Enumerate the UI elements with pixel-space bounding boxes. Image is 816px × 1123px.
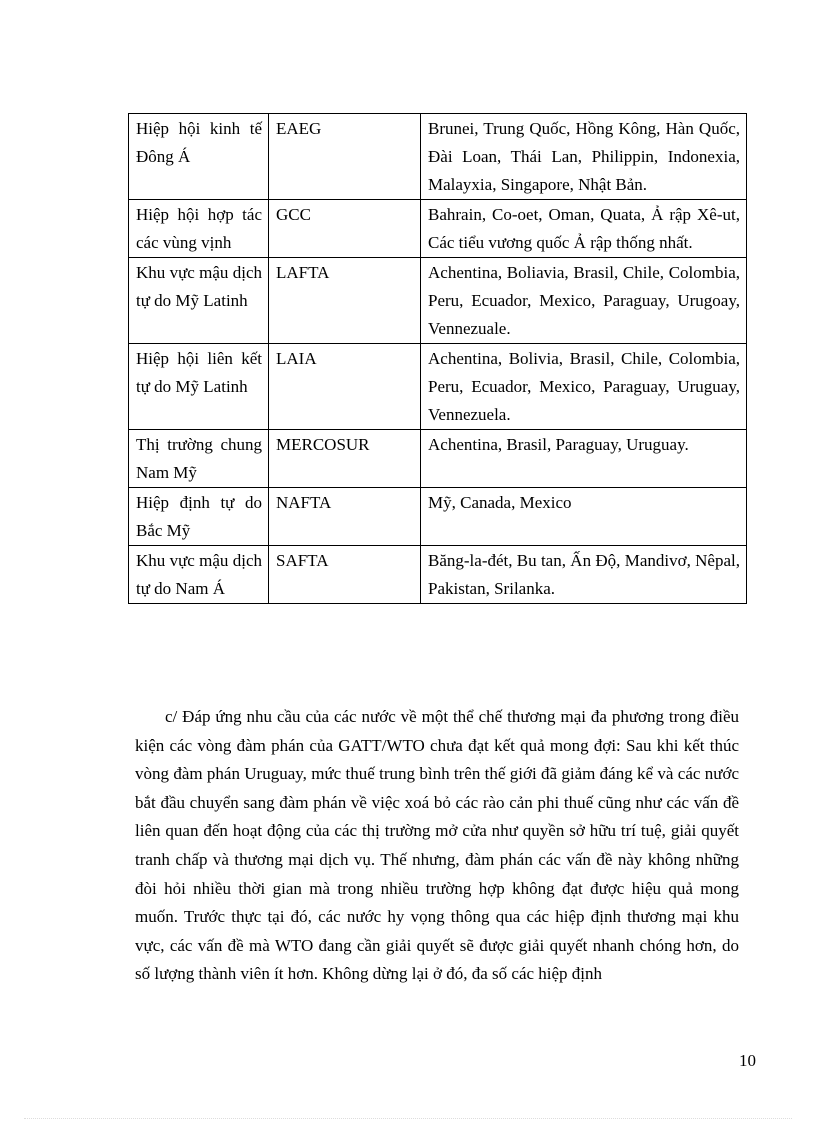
agreement-abbr-cell: LAFTA: [269, 258, 421, 344]
agreement-members-cell: Bahrain, Co-oet, Oman, Quata, Ả rập Xê-ut, Các tiểu vương quốc Ả rập thống nhất.: [421, 200, 747, 258]
agreement-name-cell: Hiệp hội liên kết tự do Mỹ Latinh: [129, 344, 269, 430]
agreement-abbr-cell: SAFTA: [269, 546, 421, 604]
agreement-members-cell: Mỹ, Canada, Mexico: [421, 488, 747, 546]
agreement-members-cell: Achentina, Boliavia, Brasil, Chile, Colombia, Peru, Ecuador, Mexico, Paraguay, Urugoay, Vennezuale.: [421, 258, 747, 344]
agreement-abbr-cell: LAIA: [269, 344, 421, 430]
table-row: [129, 488, 747, 546]
agreement-abbr-cell: NAFTA: [269, 488, 421, 546]
agreement-name-cell: Hiệp hội hợp tác các vùng vịnh: [129, 200, 269, 258]
body-paragraph: c/ Đáp ứng nhu cầu của các nước về một thể chế thương mại đa phương trong điều kiện các vòng đàm phán của GATT/WTO chưa đạt kết quả mong đợi: Sau khi kết thúc vòng đàm phán Uruguay, mức thuế trung bình trên thế giới đã giảm đáng kể và các nước bắt đầu chuyển sang đàm phán về việc xoá bỏ các rào cản phi thuế cũng như các vấn đề liên quan đến hoạt động của các thị trường mở cửa như quyền sở hữu trí tuệ, giải quyết tranh chấp và thương mại dịch vụ. Thế nhưng, đàm phán các vấn đề này không những đòi hỏi nhiều thời gian mà trong nhiều trường hợp không đạt được hiệu quả mong muốn. Trước thực tại đó, các nước hy vọng thông qua các hiệp định thương mại khu vực, các vấn đề mà WTO đang cần giải quyết sẽ được giải quyết nhanh chóng hơn, do số lượng thành viên ít hơn. Không dừng lại ở đó, đa số các hiệp định: [135, 707, 739, 984]
footer-divider: [24, 1118, 792, 1119]
agreement-name-cell: Hiệp định tự do Bắc Mỹ: [129, 488, 269, 546]
table-row: [129, 344, 747, 430]
agreement-members-cell: Achentina, Brasil, Paraguay, Uruguay.: [421, 430, 747, 488]
page-number: 10: [739, 1051, 756, 1070]
agreement-abbr-cell: MERCOSUR: [269, 430, 421, 488]
agreement-name-cell: Hiệp hội kinh tế Đông Á: [129, 114, 269, 200]
regional-agreements-table: [128, 113, 747, 604]
table-row: [129, 546, 747, 604]
table-row: [129, 430, 747, 488]
table-row: [129, 114, 747, 200]
agreement-name-cell: Khu vực mậu dịch tự do Mỹ Latinh: [129, 258, 269, 344]
agreement-members-cell: Brunei, Trung Quốc, Hồng Kông, Hàn Quốc, Đài Loan, Thái Lan, Philippin, Indonexia, Malayxia, Singapore, Nhật Bản.: [421, 114, 747, 200]
agreement-name-cell: Thị trường chung Nam Mỹ: [129, 430, 269, 488]
agreement-members-cell: Achentina, Bolivia, Brasil, Chile, Colombia, Peru, Ecuador, Mexico, Paraguay, Uruguay, Vennezuela.: [421, 344, 747, 430]
agreement-abbr-cell: EAEG: [269, 114, 421, 200]
agreement-members-cell: Băng-la-đét, Bu tan, Ấn Độ, Mandivơ, Nêpal, Pakistan, Srilanka.: [421, 546, 747, 604]
table-row: [129, 200, 747, 258]
table-row: [129, 258, 747, 344]
agreement-abbr-cell: GCC: [269, 200, 421, 258]
agreement-name-cell: Khu vực mậu dịch tự do Nam Á: [129, 546, 269, 604]
